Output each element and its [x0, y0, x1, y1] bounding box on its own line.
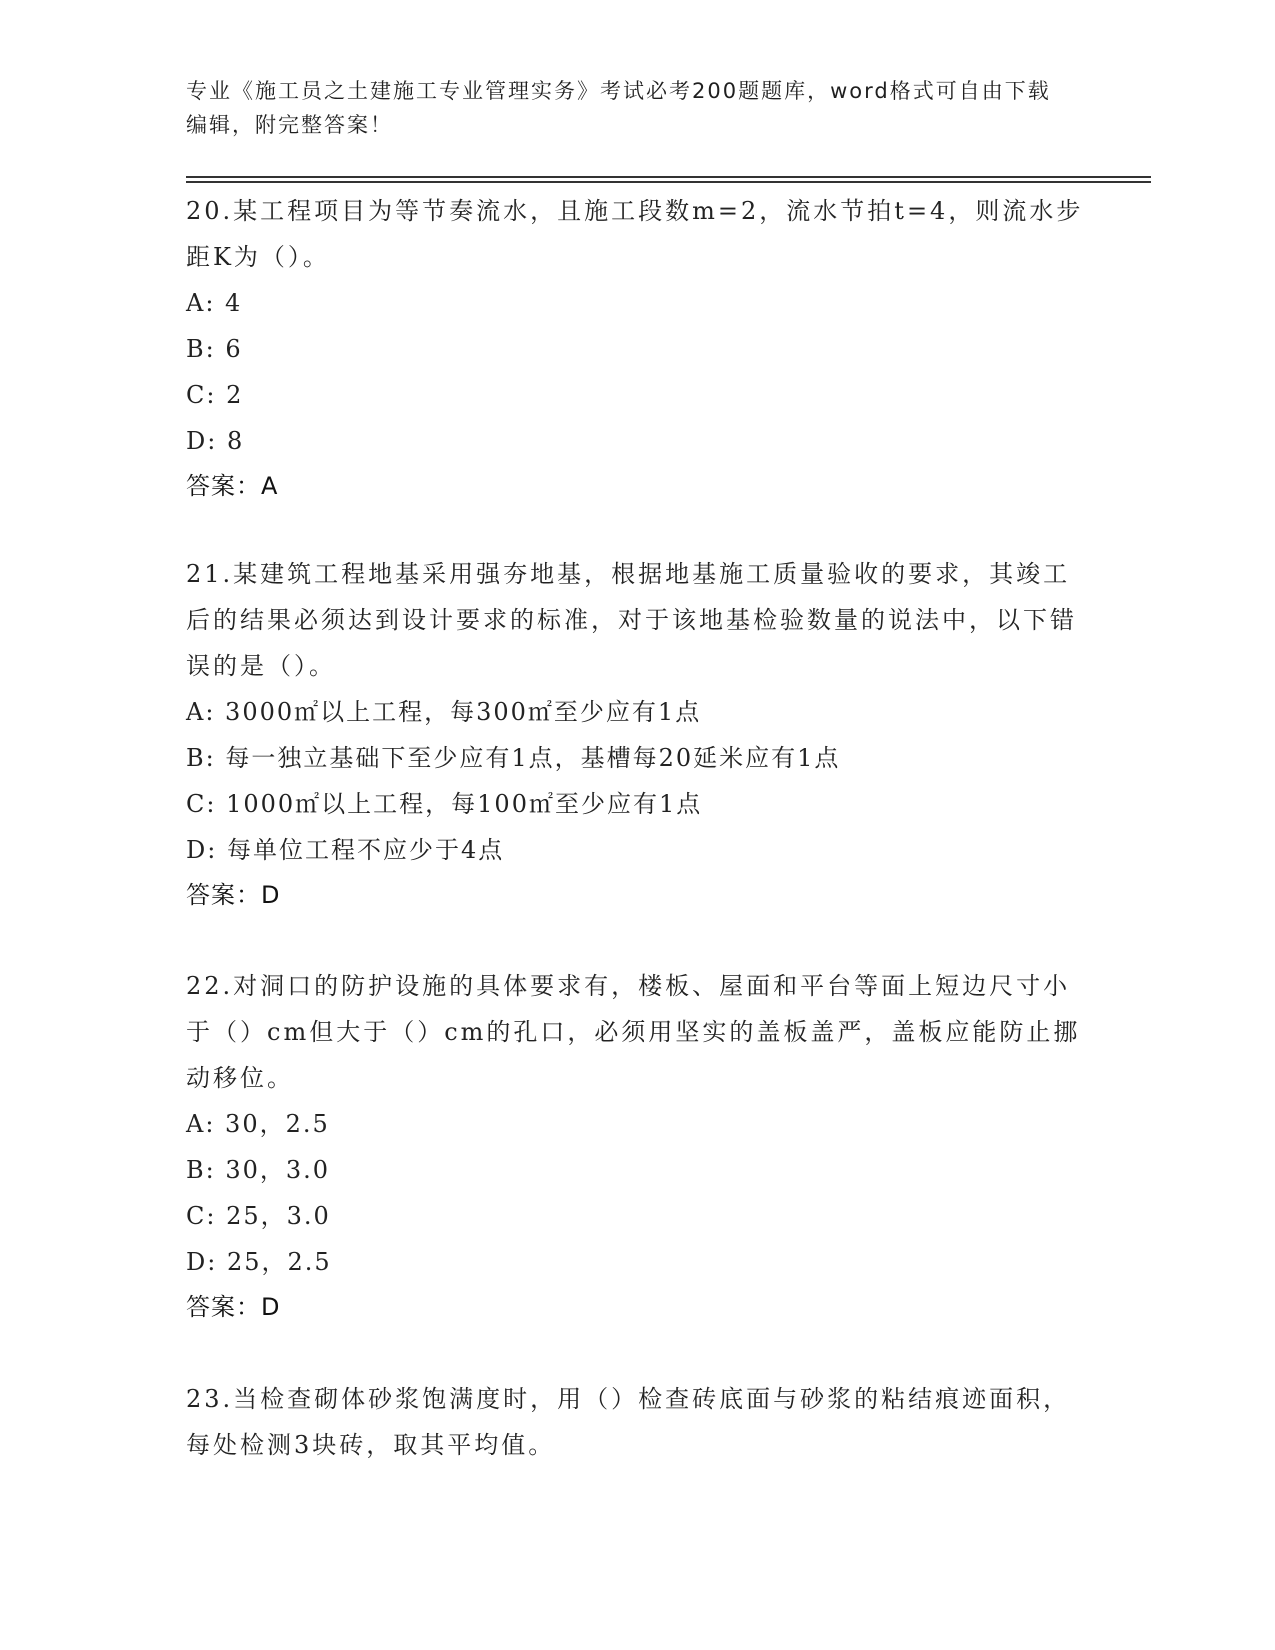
answer-line: 答案：D [186, 881, 281, 909]
option-b: B: 每一独立基础下至少应有1点，基槽每20延米应有1点 [186, 744, 841, 772]
answer-line: 答案：D [186, 1293, 281, 1321]
option-b: B: 6 [186, 335, 243, 363]
document-header: 专业《施工员之土建施工专业管理实务》考试必考200题题库，word格式可自由下载编辑，附完整答案！ [186, 79, 1051, 137]
option-b: B: 30，3.0 [186, 1156, 331, 1184]
header-divider-bottom [186, 181, 1151, 183]
question-text: 22.对洞口的防护设施的具体要求有，楼板、屋面和平台等面上短边尺寸小于（）cm但大于（）cm的孔口，必须用坚实的盖板盖严，盖板应能防止挪动移位。 [186, 972, 1081, 1092]
answer-line: 答案：A [186, 472, 279, 500]
question-text: 20.某工程项目为等节奏流水，且施工段数m=2，流水节拍t=4，则流水步距K为（）。 [186, 197, 1084, 271]
question-21 [186, 551, 1086, 917]
option-c: C: 1000㎡以上工程，每100㎡至少应有1点 [186, 790, 703, 818]
option-d: D: 每单位工程不应少于4点 [186, 836, 505, 864]
question-23 [186, 1376, 1086, 1468]
question-22 [186, 963, 1086, 1329]
option-c: C: 25，3.0 [186, 1202, 331, 1230]
option-d: D: 8 [186, 427, 245, 455]
option-a: A: 30，2.5 [186, 1110, 330, 1138]
question-text: 23.当检查砌体砂浆饱满度时，用（）检查砖底面与砂浆的粘结痕迹面积，每处检测3块砖，取其平均值。 [186, 1385, 1071, 1459]
option-c: C: 2 [186, 381, 244, 409]
question-text: 21.某建筑工程地基采用强夯地基，根据地基施工质量验收的要求，其竣工后的结果必须达到设计要求的标准，对于该地基检验数量的说法中，以下错误的是（）。 [186, 560, 1077, 680]
option-a: A: 4 [186, 289, 243, 317]
question-20 [186, 188, 1086, 508]
option-a: A: 3000㎡以上工程，每300㎡至少应有1点 [186, 698, 702, 726]
header-divider-top [186, 176, 1151, 178]
option-d: D: 25，2.5 [186, 1248, 332, 1276]
